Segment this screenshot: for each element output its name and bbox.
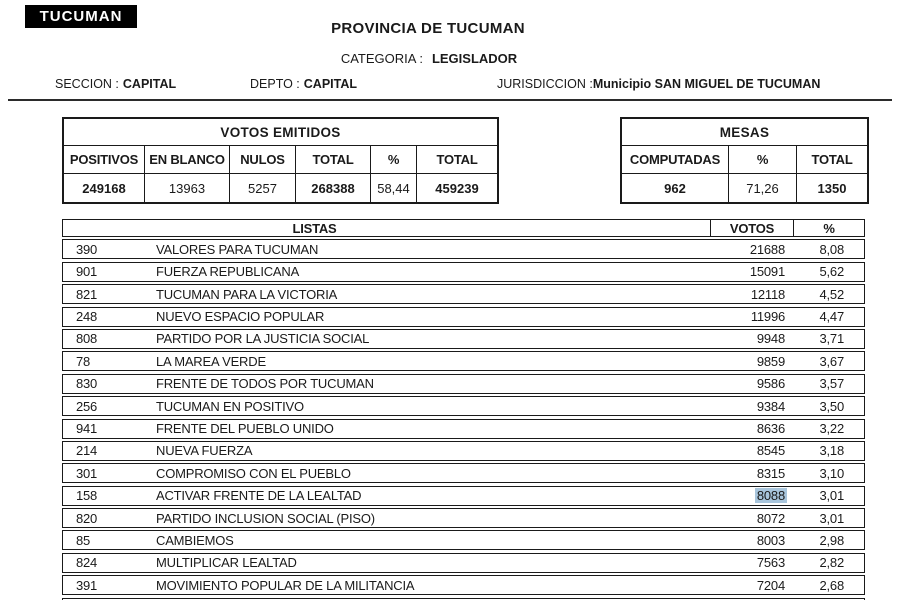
list-votes: 9384	[756, 398, 785, 414]
table-row	[62, 463, 865, 483]
seccion-value: CAPITAL	[122, 77, 177, 91]
list-number: 85	[76, 532, 91, 548]
col-header-positivos: POSITIVOS	[64, 146, 145, 174]
list-pct: 2,98	[819, 532, 844, 548]
list-number: 391	[76, 577, 98, 593]
listas-header-cell	[63, 220, 711, 236]
list-votes: 9948	[756, 331, 785, 347]
list-pct: 2,68	[819, 577, 844, 593]
list-pct: 4,52	[819, 286, 844, 302]
list-pct: 3,67	[819, 353, 844, 369]
list-votes-cell	[709, 443, 792, 458]
list-votes-cell	[709, 399, 792, 414]
value-en-blanco: 13963	[145, 174, 230, 202]
list-name: MULTIPLICAR LEALTAD	[156, 555, 297, 571]
table-row	[62, 441, 865, 461]
list-votes-cell	[709, 421, 792, 436]
table-row	[62, 396, 865, 416]
depto-field	[250, 77, 357, 91]
list-name: FRENTE DEL PUEBLO UNIDO	[156, 421, 334, 437]
list-votes-cell	[709, 511, 792, 526]
list-name: FUERZA REPUBLICANA	[156, 264, 300, 280]
col-header-computadas: COMPUTADAS	[622, 146, 729, 174]
list-votes: 12118	[750, 286, 785, 302]
table-row	[62, 575, 865, 595]
list-pct: 3,01	[819, 510, 844, 526]
seccion-field	[55, 77, 176, 91]
jurisdiccion-value: Municipio SAN MIGUEL DE TUCUMAN	[592, 77, 821, 91]
list-pct: 4,47	[819, 309, 844, 325]
value-mesas-pct: 71,26	[729, 174, 797, 202]
table-row	[62, 262, 865, 282]
list-pct: 2,82	[819, 555, 844, 571]
list-name: MOVIMIENTO POPULAR DE LA MILITANCIA	[156, 577, 415, 593]
depto-value: CAPITAL	[303, 77, 358, 91]
province-badge: TUCUMAN	[25, 5, 137, 28]
list-votes-cell	[709, 264, 792, 279]
table-row	[62, 329, 865, 349]
list-name: ACTIVAR FRENTE DE LA LEALTAD	[156, 488, 362, 504]
list-number: 256	[76, 398, 98, 414]
votos-emitidos-title: VOTOS EMITIDOS	[64, 119, 497, 146]
list-votes: 7563	[756, 555, 785, 571]
list-name: NUEVA FUERZA	[156, 443, 253, 459]
mesas-table	[620, 117, 869, 204]
mesas-header-row	[622, 146, 867, 174]
list-votes: 15091	[749, 264, 785, 280]
table-row	[62, 508, 865, 528]
votos-emitidos-header-row	[64, 146, 497, 174]
list-votes-cell	[709, 533, 792, 548]
table-row	[62, 530, 865, 550]
list-name: TUCUMAN EN POSITIVO	[156, 398, 304, 414]
pct-header-cell: %	[823, 220, 835, 236]
list-name: PARTIDO POR LA JUSTICIA SOCIAL	[156, 331, 370, 347]
list-votes-cell	[709, 309, 792, 324]
list-number: 78	[76, 353, 91, 369]
list-pct: 8,08	[819, 241, 844, 257]
header-divider	[8, 99, 892, 101]
seccion-label: SECCION :	[55, 77, 119, 91]
table-row	[62, 307, 865, 327]
list-number: 214	[76, 443, 98, 459]
list-pct: 3,22	[819, 421, 844, 437]
votos-emitidos-value-row	[64, 174, 497, 202]
list-votes: 7204	[756, 577, 785, 593]
listas-rows	[62, 239, 865, 600]
list-votes: 8315	[756, 465, 785, 481]
list-votes-cell	[709, 578, 792, 593]
category-line	[0, 51, 858, 66]
list-number: 941	[76, 421, 98, 437]
list-votes-cell	[709, 242, 792, 257]
list-votes: 9586	[756, 376, 785, 392]
list-votes: 11996	[750, 309, 785, 325]
list-number: 390	[76, 241, 98, 257]
list-number: 808	[76, 331, 98, 347]
votos-header-cell: VOTOS	[711, 220, 794, 236]
col-header-mesas-total: TOTAL	[797, 146, 867, 174]
value-total-emitidos: 268388	[296, 174, 371, 202]
mesas-title: MESAS	[622, 119, 867, 146]
category-value: LEGISLADOR	[431, 51, 518, 66]
value-pct: 58,44	[371, 174, 417, 202]
table-row	[62, 419, 865, 439]
list-pct: 3,10	[819, 465, 844, 481]
list-votes: 8088	[756, 488, 785, 504]
list-number: 248	[76, 309, 98, 325]
jurisdiccion-label: JURISDICCION :	[497, 77, 593, 91]
list-votes: 8003	[756, 532, 785, 548]
list-name: LA MAREA VERDE	[156, 353, 266, 369]
col-header-nulos: NULOS	[230, 146, 296, 174]
list-name: COMPROMISO CON EL PUEBLO	[156, 465, 351, 481]
votos-emitidos-table	[62, 117, 499, 204]
list-votes-cell	[709, 466, 792, 481]
list-votes-cell	[709, 354, 792, 369]
col-header-mesas-pct: %	[729, 146, 797, 174]
list-name: CAMBIEMOS	[156, 532, 234, 548]
list-votes: 21688	[749, 241, 785, 257]
table-row	[62, 374, 865, 394]
list-number: 901	[76, 264, 98, 280]
list-number: 821	[76, 286, 98, 302]
table-row	[62, 351, 865, 371]
category-label: CATEGORIA :	[340, 51, 423, 66]
list-votes: 8545	[756, 443, 785, 459]
table-row	[62, 486, 865, 506]
value-computadas: 962	[622, 174, 729, 202]
list-name: PARTIDO INCLUSION SOCIAL (PISO)	[156, 510, 375, 526]
value-total-padron: 459239	[435, 180, 479, 196]
list-votes-cell	[709, 331, 792, 346]
col-header-pct: %	[371, 146, 417, 174]
table-row	[62, 284, 865, 304]
list-number: 824	[76, 555, 98, 571]
col-header-en-blanco: EN BLANCO	[145, 146, 230, 174]
list-pct: 3,01	[819, 488, 844, 504]
list-pct: 3,71	[819, 331, 844, 347]
col-header-total-emitidos: TOTAL	[296, 146, 371, 174]
list-number: 820	[76, 510, 98, 526]
list-name: FRENTE DE TODOS POR TUCUMAN	[156, 376, 374, 392]
list-pct: 3,50	[819, 398, 844, 414]
listas-table	[62, 219, 865, 600]
page-title: PROVINCIA DE TUCUMAN	[331, 20, 525, 37]
list-name: VALORES PARA TUCUMAN	[156, 241, 319, 257]
value-positivos: 249168	[64, 174, 145, 202]
list-votes: 8072	[756, 510, 785, 526]
list-pct: 3,57	[819, 376, 844, 392]
listas-header-row	[62, 219, 865, 237]
list-number: 301	[76, 465, 98, 481]
list-name: TUCUMAN PARA LA VICTORIA	[156, 286, 338, 302]
list-votes: 9859	[756, 353, 785, 369]
col-header-total-padron: TOTAL	[417, 146, 497, 174]
table-row	[62, 239, 865, 259]
list-pct: 3,18	[819, 443, 844, 459]
list-number: 158	[76, 488, 98, 504]
list-votes-cell	[709, 287, 792, 302]
list-votes-cell	[709, 488, 792, 503]
jurisdiccion-field	[497, 77, 820, 91]
list-votes: 8636	[756, 421, 785, 437]
list-pct: 5,62	[819, 264, 844, 280]
mesas-value-row	[622, 174, 867, 202]
value-mesas-total: 1350	[817, 180, 847, 196]
value-nulos: 5257	[230, 174, 296, 202]
list-name: NUEVO ESPACIO POPULAR	[156, 309, 325, 325]
table-row	[62, 553, 865, 573]
list-votes-cell	[709, 555, 792, 570]
list-votes-cell	[709, 376, 792, 391]
list-number: 830	[76, 376, 98, 392]
listas-header-label: LISTAS	[292, 220, 337, 236]
depto-label: DEPTO :	[250, 77, 300, 91]
